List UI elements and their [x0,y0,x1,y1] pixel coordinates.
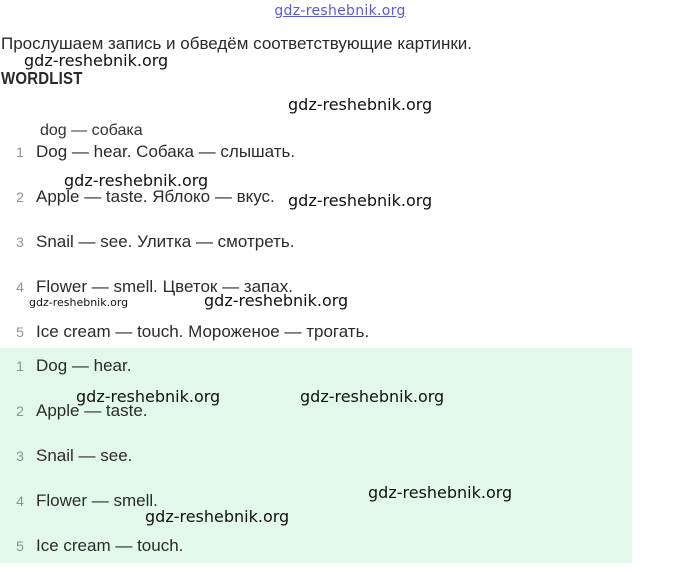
item-text: Ice cream — touch. Мороженое — трогать. [36,322,370,341]
answer-item [0,528,632,573]
item-number: 2 [16,403,24,419]
item-number: 1 [16,358,24,374]
item-number: 1 [16,144,24,160]
item-text: Snail — see. Улитка — смотреть. [36,232,295,251]
site-link[interactable]: gdz-reshebnik.org [274,3,406,19]
item-number: 5 [16,324,24,340]
watermark: gdz-reshebnik.org [64,171,209,190]
clipped-line: dog — собака [40,122,143,139]
answer-block [0,348,632,563]
watermark: gdz-reshebnik.org [204,291,349,310]
item-text: Apple — taste. [36,401,148,420]
item-number: 4 [16,279,24,295]
answer-item [0,483,632,528]
watermark: gdz-reshebnik.org [145,507,290,526]
item-number: 2 [16,189,24,205]
item-text: Dog — hear. Собака — слышать. [36,142,296,161]
watermark: gdz-reshebnik.org [368,483,513,502]
list-item [0,220,632,265]
item-text: Snail — see. [36,446,133,465]
item-text: Flower — smell. [36,491,158,510]
task-instruction: Прослушаем запись и обведём соответствующие картинки. [1,34,473,53]
watermark: gdz-reshebnik.org [300,387,445,406]
watermark: gdz-reshebnik.org [76,387,221,406]
answer-item [0,438,632,483]
item-number: 4 [16,493,24,509]
watermark: gdz-reshebnik.org [288,191,433,210]
item-number: 3 [16,234,24,250]
item-number: 3 [16,448,24,464]
wordlist [0,130,632,355]
item-text: Apple — taste. Яблоко — вкус. [36,187,275,206]
item-text: Dog — hear. [36,356,132,375]
watermark: gdz-reshebnik.org [288,95,433,114]
item-text: Flower — smell. Цветок — запах. [36,277,293,296]
watermark: gdz-reshebnik.org [29,296,129,309]
item-text: Ice cream — touch. [36,536,184,555]
watermark: gdz-reshebnik.org [24,51,169,70]
wordlist-heading: WORDLIST [1,69,83,89]
list-item [0,130,632,175]
item-number: 5 [16,538,24,554]
